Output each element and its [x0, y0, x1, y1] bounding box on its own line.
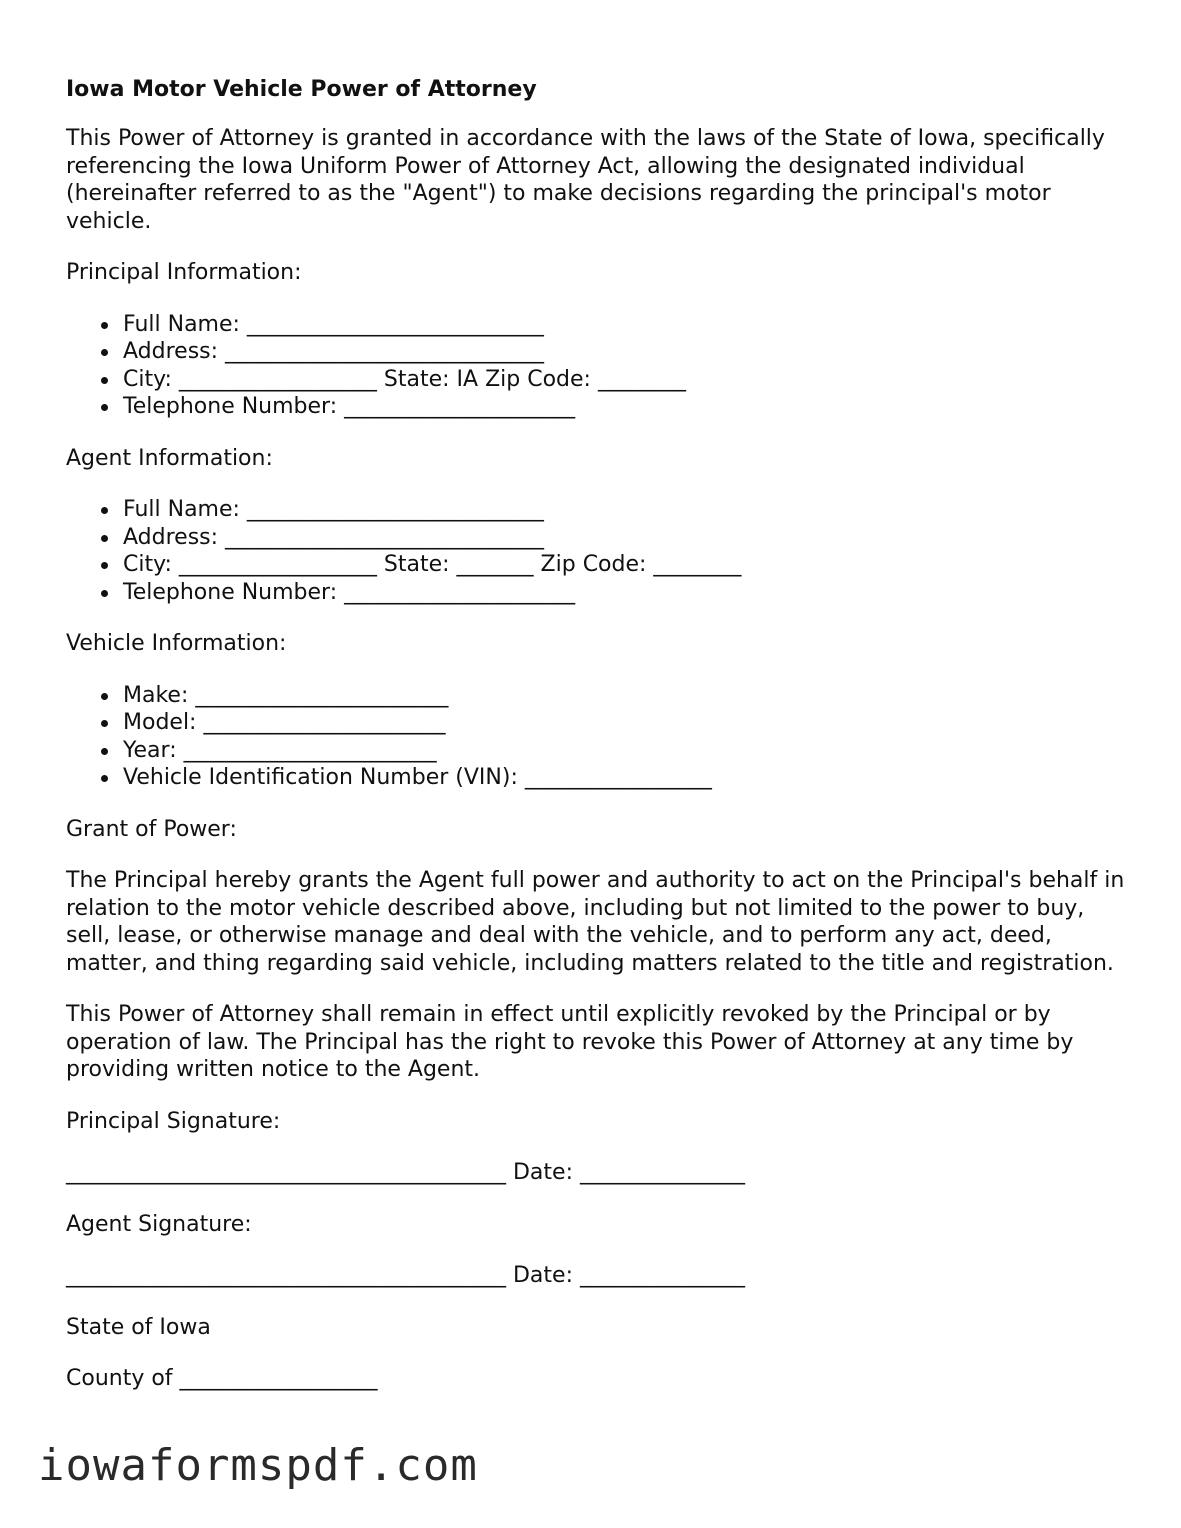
vehicle-make: Make: _______________________ — [123, 682, 1126, 710]
document-title: Iowa Motor Vehicle Power of Attorney — [66, 77, 537, 102]
bullet-icon — [101, 377, 108, 384]
bullet-icon — [101, 748, 108, 755]
state-line: State of Iowa — [66, 1314, 211, 1340]
principal-telephone: Telephone Number: _____________________ — [123, 393, 1126, 421]
bullet-icon — [101, 349, 108, 356]
agent-city-state-zip: City: __________________ State: _______ Zip Code: ________ — [123, 551, 1126, 579]
document-page — [66, 74, 1126, 1393]
principal-signature-label: Principal Signature: — [66, 1108, 281, 1134]
bullet-icon — [101, 720, 108, 727]
agent-info-list — [66, 496, 1126, 606]
vehicle-year: Year: _______________________ — [123, 737, 1126, 765]
bullet-icon — [101, 693, 108, 700]
bullet-icon — [101, 590, 108, 597]
vehicle-info-list — [66, 682, 1126, 792]
vehicle-model: Model: ______________________ — [123, 709, 1126, 737]
agent-signature-label: Agent Signature: — [66, 1211, 252, 1237]
bullet-icon — [101, 535, 108, 542]
principal-full-name: Full Name: ___________________________ — [123, 311, 1126, 339]
principal-address: Address: _____________________________ — [123, 338, 1126, 366]
bullet-icon — [101, 322, 108, 329]
county-line: County of __________________ — [66, 1366, 378, 1391]
bullet-icon — [101, 775, 108, 782]
bullet-icon — [101, 562, 108, 569]
principal-city-state-zip: City: __________________ State: IA Zip Code: ________ — [123, 366, 1126, 394]
intro-paragraph: This Power of Attorney is granted in accordance with the laws of the State of Iowa, specifically referencing the Iowa Uniform Power of Attorney Act, allowing the designated individual (hereinafter referred to as the "Agent") to make decisions regarding the principal's motor vehicle. — [66, 126, 1105, 234]
agent-address: Address: _____________________________ — [123, 524, 1126, 552]
bullet-icon — [101, 507, 108, 514]
agent-telephone: Telephone Number: _____________________ — [123, 579, 1126, 607]
principal-heading: Principal Information: — [66, 260, 302, 285]
principal-info-list — [66, 311, 1126, 421]
agent-heading: Agent Information: — [66, 445, 273, 471]
principal-signature-line: ________________________________________ Date: _______________ — [66, 1160, 745, 1185]
bullet-icon — [101, 404, 108, 411]
grant-heading: Grant of Power: — [66, 816, 237, 842]
vehicle-vin: Vehicle Identification Number (VIN): _________________ — [123, 764, 1126, 792]
grant-paragraph: The Principal hereby grants the Agent full power and authority to act on the Principal's behalf in relation to the motor vehicle described above, including but not limited to the power to buy, sell, lease, or otherwise manage and deal with the vehicle, and to perform any act, deed, matter, and thing regarding said vehicle, including matters related to the title and registration. — [66, 868, 1125, 976]
revocation-paragraph: This Power of Attorney shall remain in effect until explicitly revoked by the Principal or by operation of law. The Principal has the right to revoke this Power of Attorney at any time by providing written notice to the Agent. — [66, 1002, 1074, 1082]
vehicle-heading: Vehicle Information: — [66, 631, 287, 656]
site-watermark: iowaformspdf.com — [38, 1440, 478, 1491]
agent-full-name: Full Name: ___________________________ — [123, 496, 1126, 524]
agent-signature-line: ________________________________________ Date: _______________ — [66, 1263, 745, 1288]
